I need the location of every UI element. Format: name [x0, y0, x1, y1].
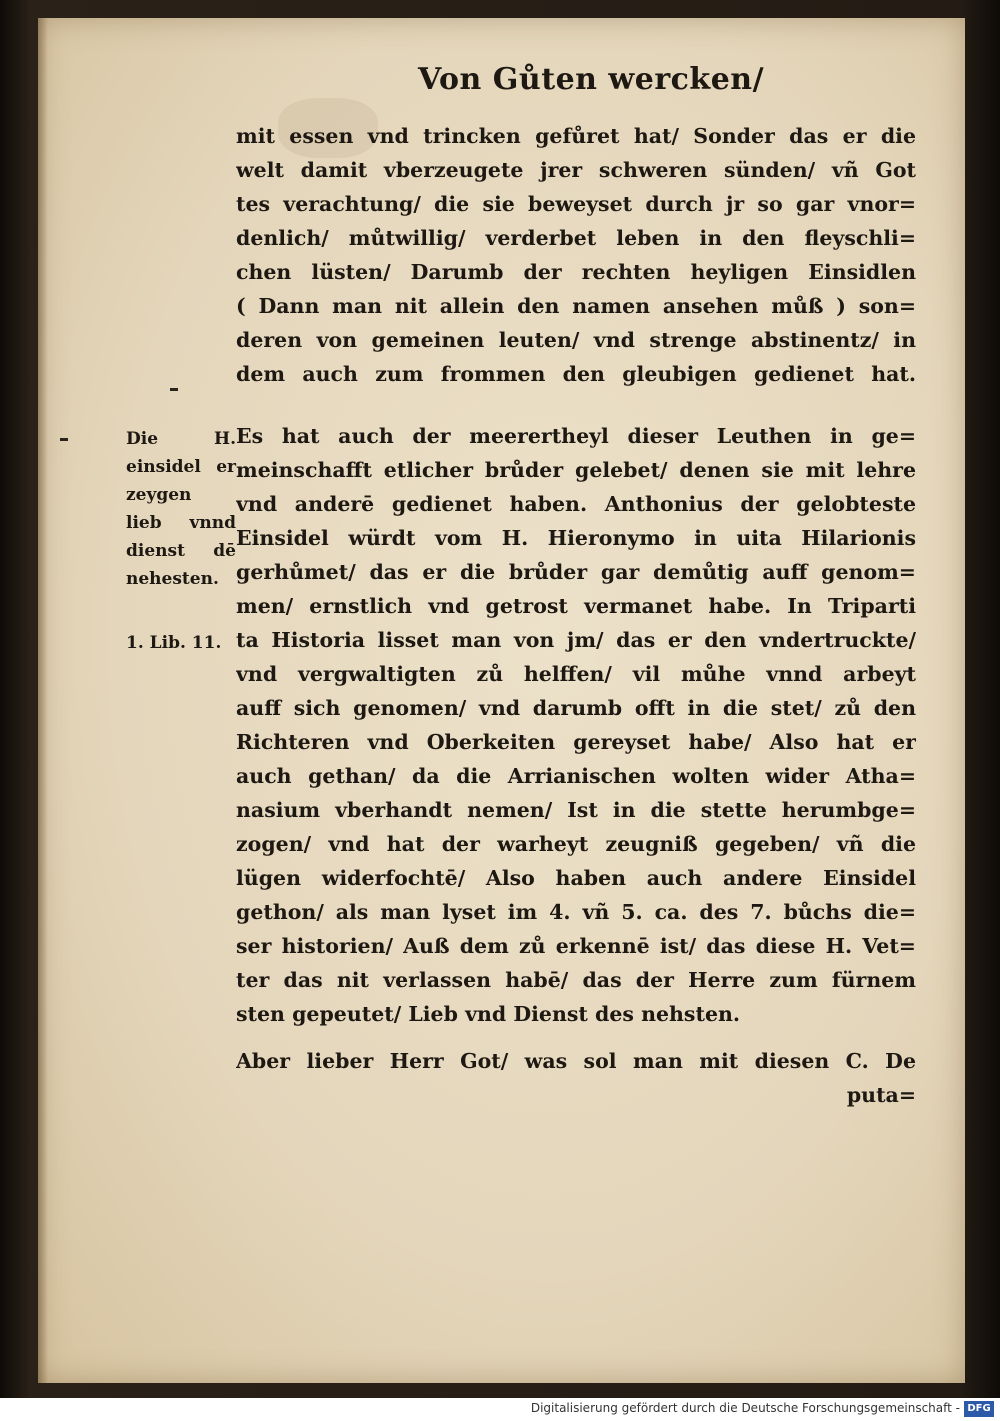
funding-notice: Digitalisierung gefördert durch die Deutsche Forschungsgemeinschaft -: [530, 1401, 960, 1415]
text-line: auff sich genomen/ vnd darumb offt in die stet/ zů den: [236, 696, 916, 720]
text-line: vnd anderē gedienet haben. Anthonius der gelobteste: [236, 492, 916, 516]
text-line: ( Dann man nit allein den namen ansehen můß ) son=: [236, 294, 916, 318]
margin-note-line: einsidel er: [126, 457, 236, 477]
running-header: Von Gůten wercken/: [418, 62, 765, 97]
text-line: zogen/ vnd hat der warheyt zeugniß gegeben/ vñ die: [236, 832, 916, 856]
text-line: ta Historia lisset man von jm/ das er den vndertruckte/: [236, 628, 916, 652]
text-line: tes verachtung/ die sie beweyset durch jr so gar vnor=: [236, 192, 916, 216]
catchword: puta=: [846, 1083, 916, 1107]
text-line: vnd vergwaltigten zů helffen/ vil můhe vnnd arbeyt: [236, 662, 916, 686]
margin-note-line: lieb vnnd: [126, 513, 236, 533]
text-line: denlich/ můtwillig/ verderbet leben in den fleyschli=: [236, 226, 916, 250]
text-line: lügen widerfochtē/ Also haben auch andere Einsidel: [236, 866, 916, 890]
text-line: Einsidel würdt vom H. Hieronymo in uita Hilarionis: [236, 526, 916, 550]
text-line: gerhůmet/ das er die brůder gar demůtig auff genom=: [236, 560, 916, 584]
margin-tick-mark: [170, 388, 178, 391]
dfg-logo: DFG: [964, 1401, 994, 1417]
text-line: welt damit vberzeugete jrer schweren sünden/ vñ Got: [236, 158, 916, 182]
text-line: Aber lieber Herr Got/ was sol man mit diesen C. De: [236, 1049, 916, 1073]
text-line: auch gethan/ da die Arrianischen wolten wider Atha=: [236, 764, 916, 788]
text-line: men/ ernstlich vnd getrost vermanet habe. In Triparti: [236, 594, 916, 618]
margin-note-line: nehesten.: [126, 569, 219, 589]
text-line: meinschafft etlicher brůder gelebet/ denen sie mit lehre: [236, 458, 916, 482]
margin-note-line: Die H.: [126, 429, 236, 449]
text-line: chen lüsten/ Darumb der rechten heyligen Einsidlen: [236, 260, 916, 284]
text-line: mit essen vnd trincken gefůret hat/ Sonder das er die: [236, 124, 916, 148]
marginal-note: [126, 425, 236, 593]
text-line: nasium vberhandt nemen/ Ist in die stette herumbge=: [236, 798, 916, 822]
paragraph-1: [236, 119, 916, 391]
paragraph-3: [236, 1044, 916, 1112]
text-line: sten gepeutet/ Lieb vnd Dienst des nehsten.: [236, 1002, 741, 1026]
margin-tick-mark: [60, 438, 68, 441]
margin-note-line: zeygen: [126, 485, 192, 505]
page-edge-shadow: [38, 18, 48, 1383]
text-line: Es hat auch der meerertheyl dieser Leuthen in ge=: [236, 424, 916, 448]
text-line: Richteren vnd Oberkeiten gereyset habe/ Also hat er: [236, 730, 916, 754]
paragraph-2: [236, 419, 916, 1031]
text-line: deren von gemeinen leuten/ vnd strenge abstinentz/ in: [236, 328, 916, 352]
marginal-reference: 1. Lib. 11.: [126, 633, 222, 653]
text-line: gethon/ als man lyset im 4. vñ 5. ca. des 7. bůchs die=: [236, 900, 916, 924]
text-line: ter das nit verlassen habē/ das der Herre zum fürnem: [236, 968, 916, 992]
text-line: ser historien/ Auß dem zů erkennē ist/ das diese H. Vet=: [236, 934, 916, 958]
text-line: dem auch zum frommen den gleubigen gedienet hat.: [236, 362, 916, 386]
margin-note-line: dienst dē: [126, 541, 236, 561]
footer-bar: [0, 1398, 1000, 1421]
